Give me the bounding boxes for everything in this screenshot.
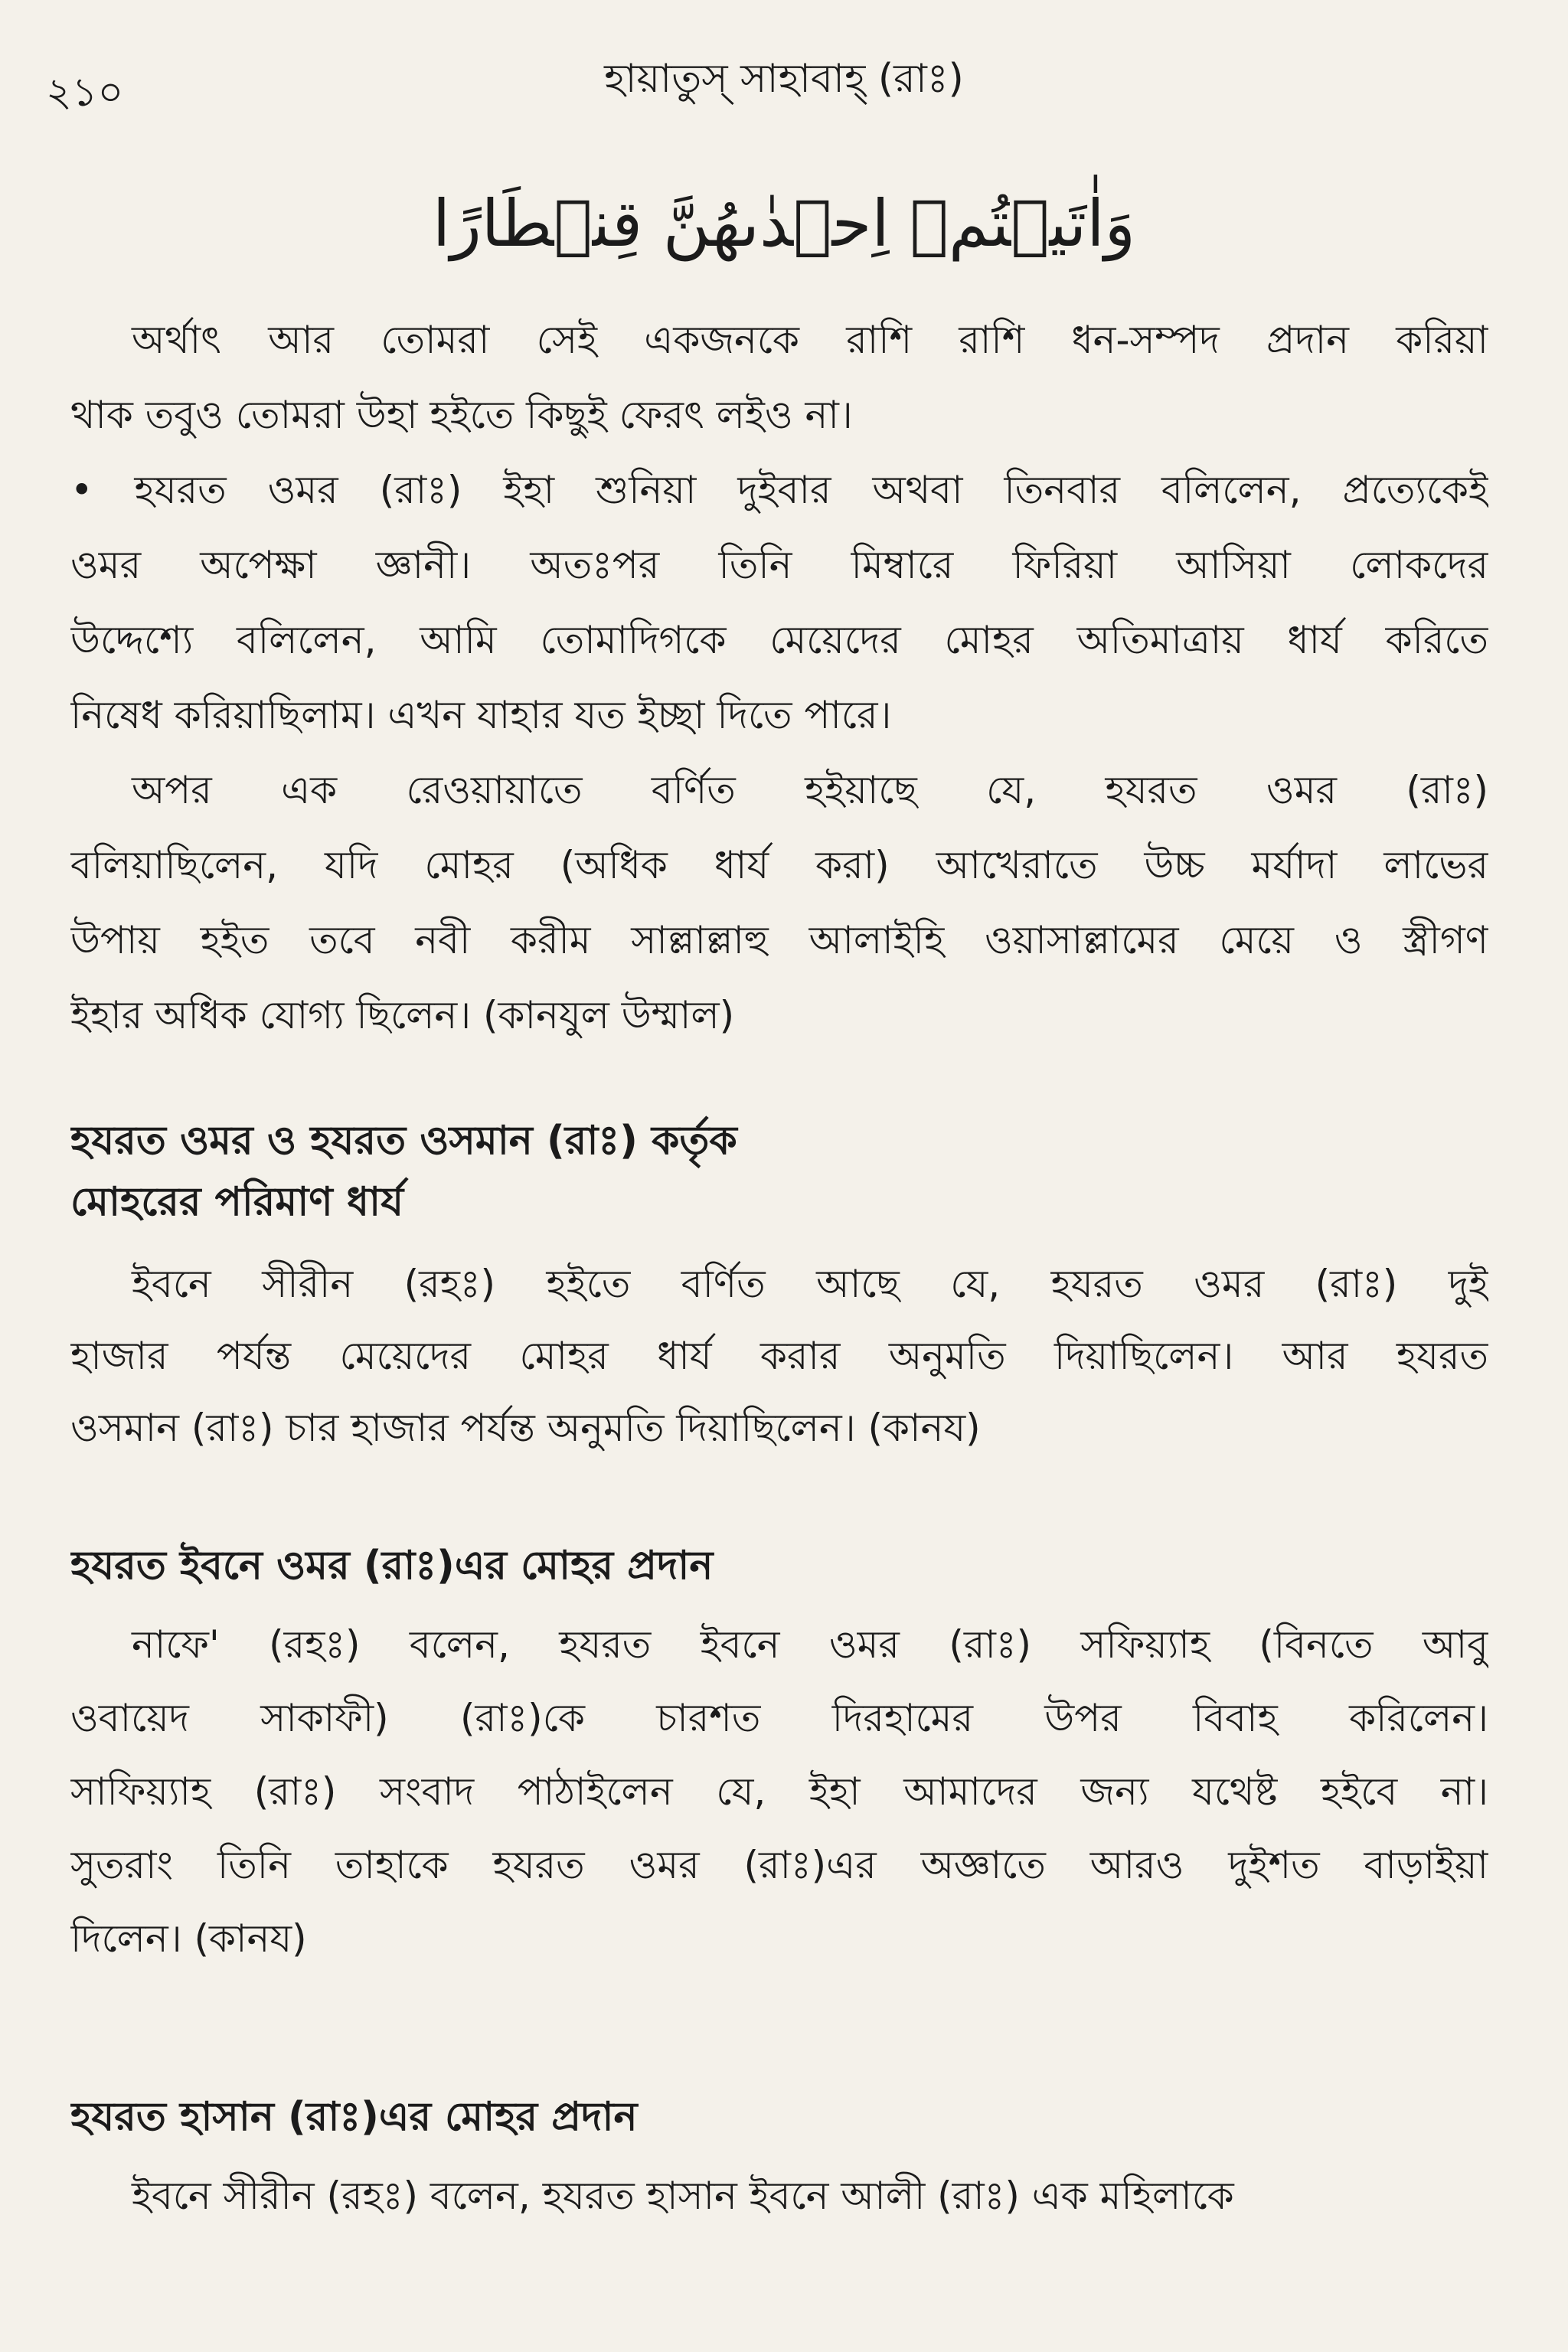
text-line: থাক তবুও তোমরা উহা হইতে কিছুই ফেরৎ লইও না। [70,393,853,437]
text-line: ওমর অপেক্ষা জ্ঞানী। অতঃপর তিনি মিম্বারে ফিরিয়া আসিয়া লোকদের [70,543,1488,587]
page-number: ২১০ [46,70,124,116]
text-line: ইবনে সীরীন (রহঃ) হইতে বর্ণিত আছে যে, হযরত ওমর (রাঃ) দুই [132,1262,1488,1306]
arabic-verse: وَاٰتَیۡتُمۡ اِحۡدٰىهُنَّ قِنۡطَارًا [432,186,1136,261]
heading-line: হযরত ইবনে ওমর (রাঃ)এর মোহর প্রদান [70,1543,714,1589]
text-line: হাজার পর্যন্ত মেয়েদের মোহর ধার্য করার অনুমতি দিয়াছিলেন। আর হযরত [70,1334,1488,1378]
text-line: • হযরত ওমর (রাঃ) ইহা শুনিয়া দুইবার অথবা তিনবার বলিলেন, প্রত্যেকেই [70,468,1488,512]
running-title: হায়াতুস্ সাহাবাহ্ (রাঃ) [604,56,964,102]
section-heading-hasan [70,2086,1488,2148]
section-body-ibn-omar [70,1608,1488,1975]
text-line: দিলেন। (কানয) [70,1916,307,1961]
section-heading-ibn-omar [70,1535,1488,1596]
text-line: অর্থাৎ আর তোমরা সেই একজনকে রাশি রাশি ধন-সম্পদ প্রদান করিয়া [132,318,1488,362]
text-line: ওবায়েদ সাকাফী) (রাঃ)কে চারশত দিরহামের উপর বিবাহ করিলেন। [70,1696,1488,1740]
text-line: উপায় হইত তবে নবী করীম সাল্লাল্লাহু আলাইহি ওয়াসাল্লামের মেয়ে ও স্ত্রীগণ [70,918,1488,962]
text-line: বলিয়াছিলেন, যদি মোহর (অধিক ধার্য করা) আখেরাতে উচ্চ মর্যাদা লাভের [70,843,1488,887]
heading-line: হযরত ওমর ও হযরত ওসমান (রাঃ) কর্তৃক [70,1118,737,1164]
section-body-omar-osman [70,1248,1488,1464]
text-line: উদ্দেশ্যে বলিলেন, আমি তোমাদিগকে মেয়েদের মোহর অতিমাত্রায় ধার্য করিতে [70,618,1488,662]
text-line: সাফিয়্যাহ (রাঃ) সংবাদ পাঠাইলেন যে, ইহা আমাদের জন্য যথেষ্ট হইবে না। [70,1769,1488,1814]
text-line: নাফে' (রহঃ) বলেন, হযরত ইবনে ওমর (রাঃ) সফিয়্যাহ (বিনতে আবু [132,1622,1488,1667]
section-heading-omar-osman [70,1110,1488,1233]
text-line: ইবনে সীরীন (রহঃ) বলেন, হযরত হাসান ইবনে আলী (রাঃ) এক মহিলাকে [132,2174,1234,2218]
intro-paragraphs [70,302,1488,1053]
text-line: সুতরাং তিনি তাহাকে হযরত ওমর (রাঃ)এর অজ্ঞাতে আরও দুইশত বাড়াইয়া [70,1843,1488,1887]
heading-line: হযরত হাসান (রাঃ)এর মোহর প্রদান [70,2094,638,2140]
text-line: নিষেধ করিয়াছিলাম। এখন যাহার যত ইচ্ছা দিতে পারে। [70,693,892,737]
section-body-hasan [70,2159,1488,2233]
text-line: অপর এক রেওয়ায়াতে বর্ণিত হইয়াছে যে, হযরত ওমর (রাঃ) [132,768,1488,812]
heading-line: মোহরের পরিমাণ ধার্য [70,1179,404,1225]
text-line: ইহার অধিক যোগ্য ছিলেন। (কানযুল উম্মাল) [70,993,735,1037]
text-line: ওসমান (রাঃ) চার হাজার পর্যন্ত অনুমতি দিয়াছিলেন। (কানয) [70,1406,981,1450]
